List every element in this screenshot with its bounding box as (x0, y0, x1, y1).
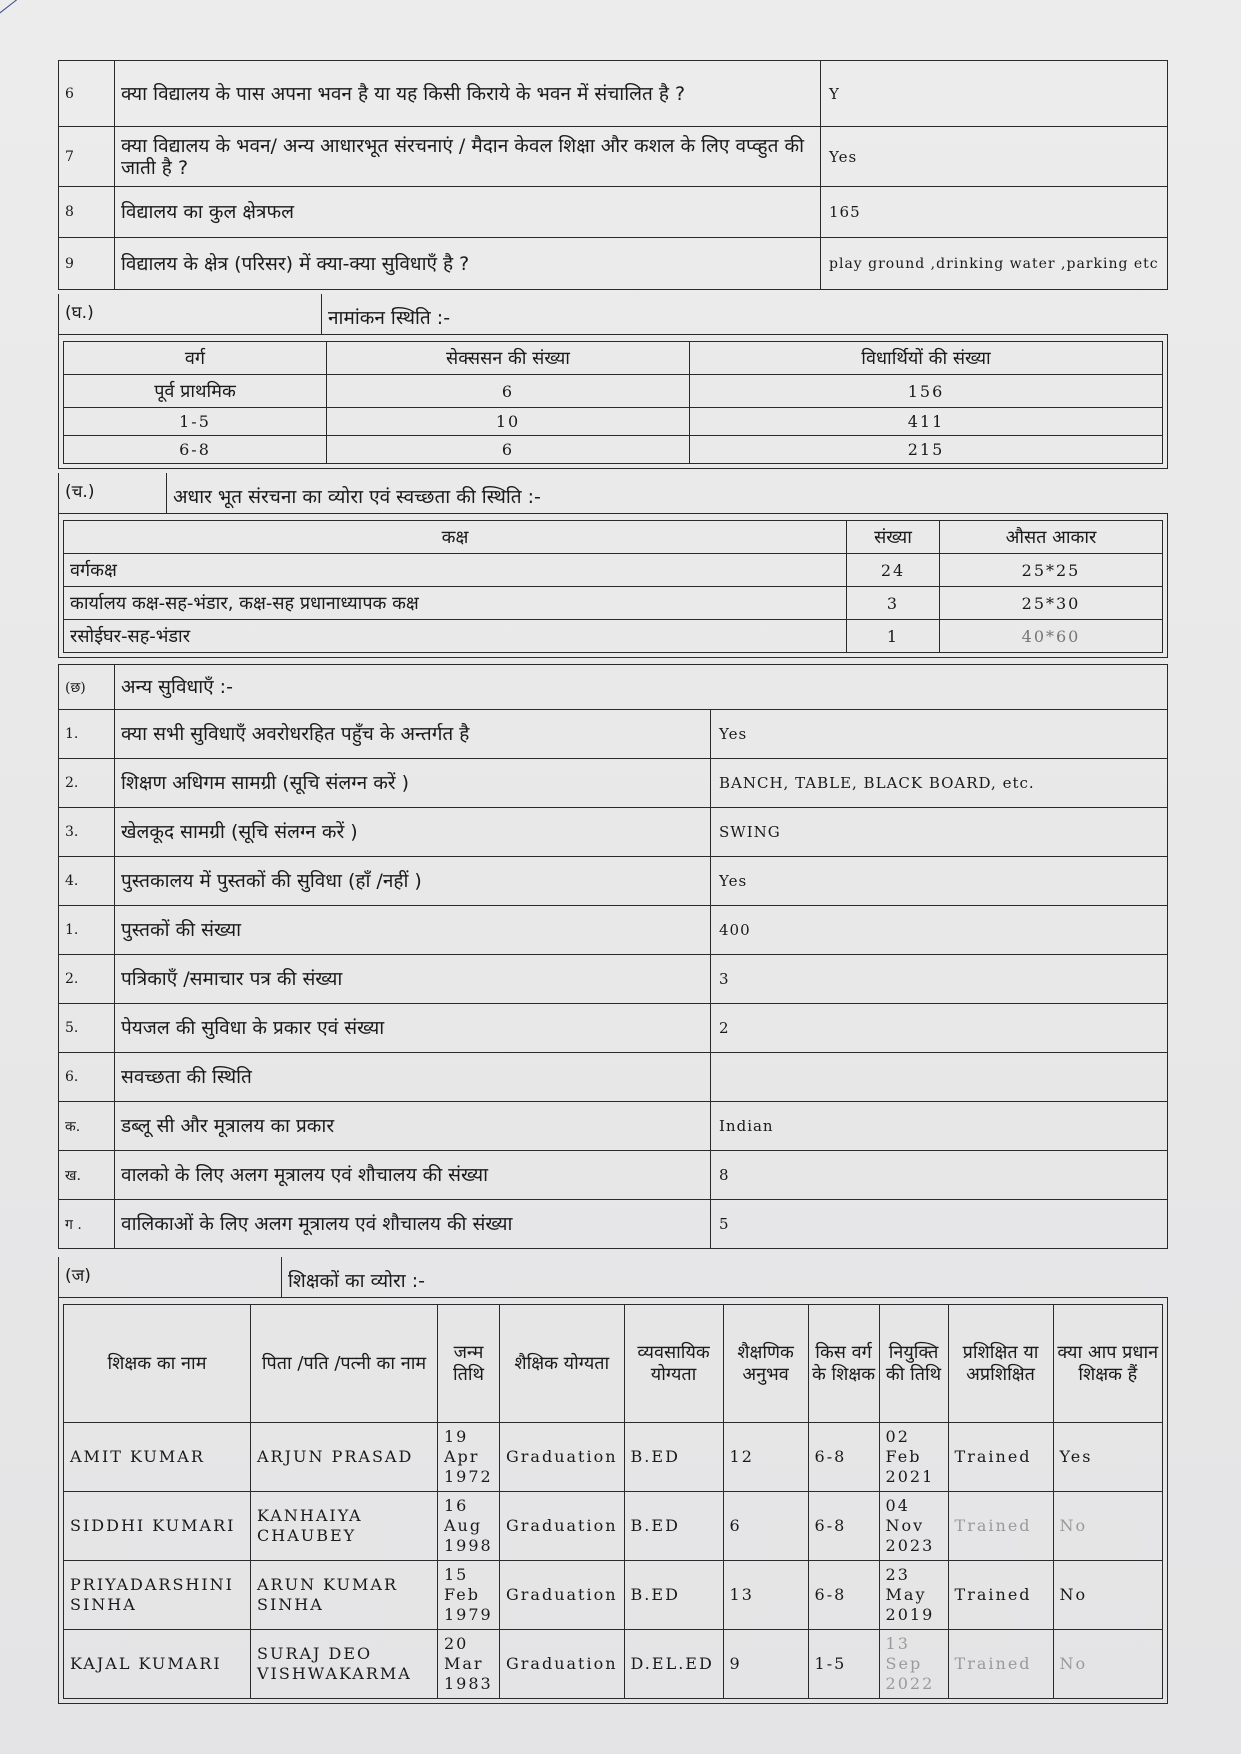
table-row (59, 238, 1168, 290)
table-row (64, 408, 1163, 436)
question-text: विद्यालय के क्षेत्र (परिसर) में क्या-क्या सुविधाएँ है ? (115, 238, 821, 290)
teachers-table (63, 1304, 1163, 1699)
room-cell: कार्यालय कक्ष-सह-भंडार, कक्ष-सह प्रधानाध्यापक कक्ष (64, 587, 847, 620)
training-status: Trained (948, 1492, 1053, 1561)
teachers-wrapper (58, 1298, 1168, 1704)
row-number: 6. (59, 1053, 115, 1102)
class-taught: 6-8 (808, 1561, 879, 1630)
row-number: ग . (59, 1200, 115, 1249)
column-header: प्रशिक्षित या अप्रशिक्षित (948, 1305, 1053, 1423)
head-teacher-flag: No (1053, 1630, 1162, 1699)
column-header: विधार्थियों की संख्या (690, 342, 1163, 375)
answer-value: 2 (711, 1004, 1168, 1053)
table-row (59, 1004, 1168, 1053)
question-text: शिक्षण अधिगम सामग्री (सूचि संलग्न करें ) (115, 759, 711, 808)
birth-date: 16 Aug 1998 (438, 1492, 500, 1561)
answer-value: Yes (711, 710, 1168, 759)
teacher-name: AMIT KUMAR (64, 1423, 251, 1492)
table-row (64, 1630, 1163, 1699)
column-header: वर्ग (64, 342, 327, 375)
table-row (59, 1200, 1168, 1249)
room-cell: रसोईघर-सह-भंडार (64, 620, 847, 653)
appointment-date: 23 May 2019 (879, 1561, 948, 1630)
class-cell: पूर्व प्राथमिक (64, 375, 327, 408)
table-header-row (64, 1305, 1163, 1423)
appointment-date: 13 Sep 2022 (879, 1630, 948, 1699)
infrastructure-table (63, 520, 1163, 653)
answer-value: Y (821, 61, 1168, 127)
guardian-name: ARJUN PRASAD (251, 1423, 438, 1492)
training-status: Trained (948, 1630, 1053, 1699)
answer-value: Indian (711, 1102, 1168, 1151)
answer-value: Yes (821, 127, 1168, 187)
table-header-row (64, 342, 1163, 375)
table-row (59, 1151, 1168, 1200)
column-header: नियुक्ति की तिथि (879, 1305, 948, 1423)
answer-value (711, 1053, 1168, 1102)
table-row (59, 710, 1168, 759)
appointment-date: 02 Feb 2021 (879, 1423, 948, 1492)
answer-value: SWING (711, 808, 1168, 857)
table-row (59, 187, 1168, 238)
teachers-section-header (58, 1257, 1168, 1298)
class-taught: 6-8 (808, 1423, 879, 1492)
row-number: 6 (59, 61, 115, 127)
class-taught: 6-8 (808, 1492, 879, 1561)
section-title: नामांकन स्थिति :- (328, 307, 451, 329)
pen-mark (0, 0, 62, 21)
table-row (64, 554, 1163, 587)
question-text: खेलकूद सामग्री (सूचि संलग्न करें ) (115, 808, 711, 857)
table-row (64, 1423, 1163, 1492)
students-cell: 156 (690, 375, 1163, 408)
column-header: क्या आप प्रधान शिक्षक हैं (1053, 1305, 1162, 1423)
question-text: डब्लू सी और मूत्रालय का प्रकार (115, 1102, 711, 1151)
question-text: पुस्तकालय में पुस्तकों की सुविधा (हाँ /नहीं ) (115, 857, 711, 906)
size-cell: 40*60 (940, 620, 1163, 653)
answer-value: BANCH, TABLE, BLACK BOARD, etc. (711, 759, 1168, 808)
row-number: क. (59, 1102, 115, 1151)
question-text: वालको के लिए अलग मूत्रालय एवं शौचालय की संख्या (115, 1151, 711, 1200)
table-row (59, 1053, 1168, 1102)
sections-cell: 6 (327, 436, 690, 464)
education: Graduation (500, 1561, 625, 1630)
section-title: शिक्षकों का व्योरा :- (288, 1270, 425, 1292)
question-text: पुस्तकों की संख्या (115, 906, 711, 955)
section-title: अन्य सुविधाएँ :- (115, 665, 1168, 710)
birth-date: 19 Apr 1972 (438, 1423, 500, 1492)
row-number: 1. (59, 710, 115, 759)
teacher-name: SIDDHI KUMARI (64, 1492, 251, 1561)
table-row (59, 906, 1168, 955)
section-label: (ज) (58, 1257, 282, 1297)
training-status: Trained (948, 1561, 1053, 1630)
professional-qualification: B.ED (624, 1423, 723, 1492)
students-cell: 215 (690, 436, 1163, 464)
column-header: औसत आकार (940, 521, 1163, 554)
question-text: पत्रिकाएँ /समाचार पत्र की संख्या (115, 955, 711, 1004)
guardian-name: SURAJ DEO VISHWAKARMA (251, 1630, 438, 1699)
table-row (59, 759, 1168, 808)
answer-value: 400 (711, 906, 1168, 955)
column-header: किस वर्ग के शिक्षक (808, 1305, 879, 1423)
count-cell: 3 (847, 587, 940, 620)
section-label: (छ) (59, 665, 115, 710)
column-header: शैक्षणिक अनुभव (723, 1305, 808, 1423)
table-header-row (64, 521, 1163, 554)
professional-qualification: D.EL.ED (624, 1630, 723, 1699)
document-page (58, 60, 1168, 1704)
education: Graduation (500, 1492, 625, 1561)
section-label: (च.) (58, 473, 167, 513)
column-header: सेक्ससन की संख्या (327, 342, 690, 375)
size-cell: 25*25 (940, 554, 1163, 587)
table-row (59, 61, 1168, 127)
question-text: विद्यालय का कुल क्षेत्रफल (115, 187, 821, 238)
class-taught: 1-5 (808, 1630, 879, 1699)
row-number: 2. (59, 759, 115, 808)
question-text: क्या विद्यालय के पास अपना भवन है या यह किसी किराये के भवन में संचालित है ? (115, 61, 821, 127)
row-number: ख. (59, 1151, 115, 1200)
row-number: 2. (59, 955, 115, 1004)
section-title: अधार भूत संरचना का व्योरा एवं स्वच्छता की स्थिति :- (173, 486, 541, 508)
experience: 13 (723, 1561, 808, 1630)
sections-cell: 6 (327, 375, 690, 408)
education: Graduation (500, 1630, 625, 1699)
birth-date: 20 Mar 1983 (438, 1630, 500, 1699)
teacher-name: PRIYADARSHINI SINHA (64, 1561, 251, 1630)
count-cell: 1 (847, 620, 940, 653)
answer-value: 165 (821, 187, 1168, 238)
table-row (59, 808, 1168, 857)
guardian-name: ARUN KUMAR SINHA (251, 1561, 438, 1630)
row-number: 8 (59, 187, 115, 238)
row-number: 7 (59, 127, 115, 187)
answer-value: Yes (711, 857, 1168, 906)
enrollment-table (63, 341, 1163, 464)
birth-date: 15 Feb 1979 (438, 1561, 500, 1630)
answer-value: play ground ,drinking water ,parking etc (821, 238, 1168, 290)
education: Graduation (500, 1423, 625, 1492)
appointment-date: 04 Nov 2023 (879, 1492, 948, 1561)
column-header: जन्म तिथि (438, 1305, 500, 1423)
students-cell: 411 (690, 408, 1163, 436)
table-row (59, 127, 1168, 187)
row-number: 5. (59, 1004, 115, 1053)
question-text: क्या विद्यालय के भवन/ अन्य आधारभूत संरचनाएं / मैदान केवल शिक्षा और कशल के लिए वप्व्हुत की जाती है ? (115, 127, 821, 187)
experience: 6 (723, 1492, 808, 1561)
column-header: शिक्षक का नाम (64, 1305, 251, 1423)
infrastructure-section-header (58, 473, 1168, 514)
answer-value: 8 (711, 1151, 1168, 1200)
teacher-name: KAJAL KUMARI (64, 1630, 251, 1699)
count-cell: 24 (847, 554, 940, 587)
section-header-row (59, 665, 1168, 710)
row-number: 1. (59, 906, 115, 955)
answer-value: 3 (711, 955, 1168, 1004)
table-row (64, 436, 1163, 464)
table-row (64, 375, 1163, 408)
column-header: व्यवसायिक योग्यता (624, 1305, 723, 1423)
room-cell: वर्गकक्ष (64, 554, 847, 587)
experience: 12 (723, 1423, 808, 1492)
experience: 9 (723, 1630, 808, 1699)
head-teacher-flag: No (1053, 1561, 1162, 1630)
enrollment-wrapper (58, 335, 1168, 469)
table-row (59, 857, 1168, 906)
professional-qualification: B.ED (624, 1492, 723, 1561)
facilities-table (58, 664, 1168, 1249)
enrollment-section-header (58, 294, 1168, 335)
row-number: 3. (59, 808, 115, 857)
row-number: 9 (59, 238, 115, 290)
table-row (59, 1102, 1168, 1151)
question-text: पेयजल की सुविधा के प्रकार एवं संख्या (115, 1004, 711, 1053)
table-row (64, 587, 1163, 620)
question-text: वालिकाओं के लिए अलग मूत्रालय एवं शौचालय की संख्या (115, 1200, 711, 1249)
training-status: Trained (948, 1423, 1053, 1492)
table-row (64, 620, 1163, 653)
guardian-name: KANHAIYA CHAUBEY (251, 1492, 438, 1561)
question-text: सवच्छता की स्थिति (115, 1053, 711, 1102)
class-cell: 6-8 (64, 436, 327, 464)
column-header: शैक्षिक योग्यता (500, 1305, 625, 1423)
class-cell: 1-5 (64, 408, 327, 436)
section-label: (घ.) (58, 294, 322, 334)
column-header: संख्या (847, 521, 940, 554)
table-row (59, 955, 1168, 1004)
table-row (64, 1492, 1163, 1561)
column-header: कक्ष (64, 521, 847, 554)
infrastructure-wrapper (58, 514, 1168, 658)
answer-value: 5 (711, 1200, 1168, 1249)
size-cell: 25*30 (940, 587, 1163, 620)
school-building-table (58, 60, 1168, 290)
table-row (64, 1561, 1163, 1630)
sections-cell: 10 (327, 408, 690, 436)
row-number: 4. (59, 857, 115, 906)
head-teacher-flag: Yes (1053, 1423, 1162, 1492)
professional-qualification: B.ED (624, 1561, 723, 1630)
column-header: पिता /पति /पत्नी का नाम (251, 1305, 438, 1423)
head-teacher-flag: No (1053, 1492, 1162, 1561)
question-text: क्या सभी सुविधाएँ अवरोधरहित पहुँच के अन्तर्गत है (115, 710, 711, 759)
